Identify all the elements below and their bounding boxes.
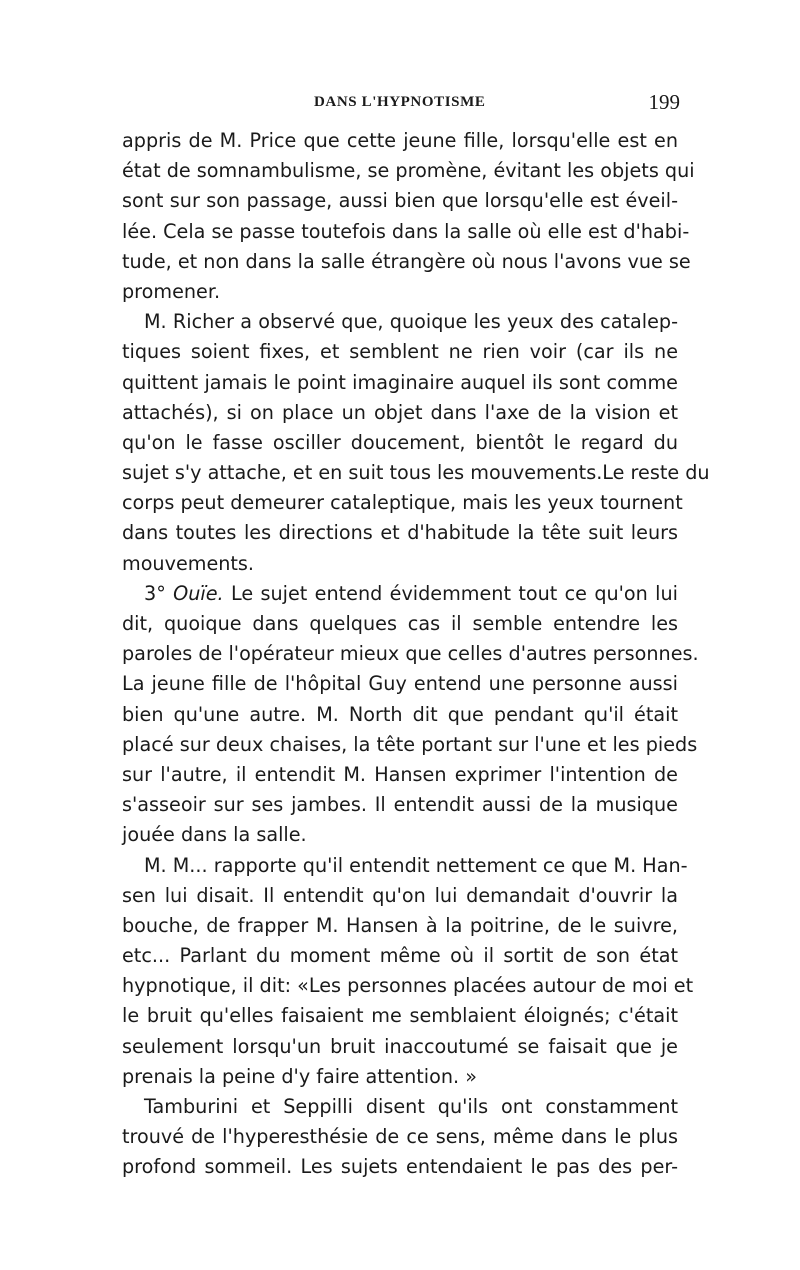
text-line: paroles de l'opérateur mieux que celles d'autres personnes. [122,642,699,666]
text-line: profond sommeil. Les sujets entendaient le pas des per- [122,1155,678,1179]
page-number: 199 [648,90,680,114]
text-line: sujet s'y attache, et en suit tous les mouvements.Le reste du [122,461,710,485]
text-line: hypnotique, il dit: «Les personnes placées autour de moi et [122,974,694,998]
text-line: corps peut demeurer cataleptique, mais les yeux tournent [122,491,683,515]
running-title: DANS L'HYPNOTISME [314,94,486,110]
text-line: dit, quoique dans quelques cas il semble entendre les [122,612,678,635]
text-line: le bruit qu'elles faisaient me semblaient éloignés; c'était [122,1004,678,1028]
text-line: bien qu'une autre. M. North dit que pendant qu'il était [122,702,678,726]
paragraph-start-line: Tamburini et Seppilli disent qu'ils ont constamment [144,1095,678,1118]
text-line: attachés), si on place un objet dans l'axe de la vision et [122,400,678,424]
text-line: appris de M. Price que cette jeune fille, lorsqu'elle est en [122,129,678,152]
body-text [122,126,710,1183]
text-line: promener. [122,279,221,303]
section-number: 3° [144,581,174,605]
paragraph-start-line: M. Richer a observé que, quoique les yeux des catalep- [144,310,678,334]
text-line: prenais la peine d'y faire attention. » [122,1064,477,1088]
text-line: trouvé de l'hyperesthésie de ce sens, même dans le plus [122,1125,678,1149]
text-line: tude, et non dans la salle étrangère où nous l'avons vue se [122,249,691,273]
text-line: sen lui disait. Il entendit qu'on lui demandait d'ouvrir la [122,883,678,907]
text-line: qu'on le fasse osciller doucement, bientôt le regard du [122,430,678,454]
text-line: état de somnambulisme, se promène, évitant les objets qui [122,159,695,183]
section-heading-line [122,579,678,609]
text-line: quittent jamais le point imaginaire auquel ils sont comme [122,370,678,394]
text-line: mouvements. [122,551,255,575]
text-line: dans toutes les directions et d'habitude la tête suit leurs [122,521,678,545]
text-line: sont sur son passage, aussi bien que lorsqu'elle est éveil- [122,189,678,213]
text-line: jouée dans la salle. [122,823,307,847]
text-line: bouche, de frapper M. Hansen à la poitrine, de le suivre, [122,913,678,937]
paragraph-start-line: M. M... rapporte qu'il entendit nettement ce que M. Han- [144,853,688,877]
text-line: La jeune fille de l'hôpital Guy entend une personne aussi [122,672,678,696]
section-line-text: Le sujet entend évidemment tout ce qu'on lui [223,581,678,605]
text-line: s'asseoir sur ses jambes. Il entendit aussi de la musique [122,793,678,817]
text-line: tiques soient fixes, et semblent ne rien voir (car ils ne [122,340,678,364]
text-line: sur l'autre, il entendit M. Hansen exprimer l'intention de [122,762,678,786]
text-line: placé sur deux chaises, la tête portant sur l'une et les pieds [122,732,698,756]
section-title: Ouïe. [173,581,224,605]
text-line: etc... Parlant du moment même où il sortit de son état [122,944,678,968]
page-header [122,90,682,120]
text-line: seulement lorsqu'un bruit inaccoutumé se faisait que je [122,1034,678,1058]
text-line: lée. Cela se passe toutefois dans la salle où elle est d'habi- [122,219,690,243]
